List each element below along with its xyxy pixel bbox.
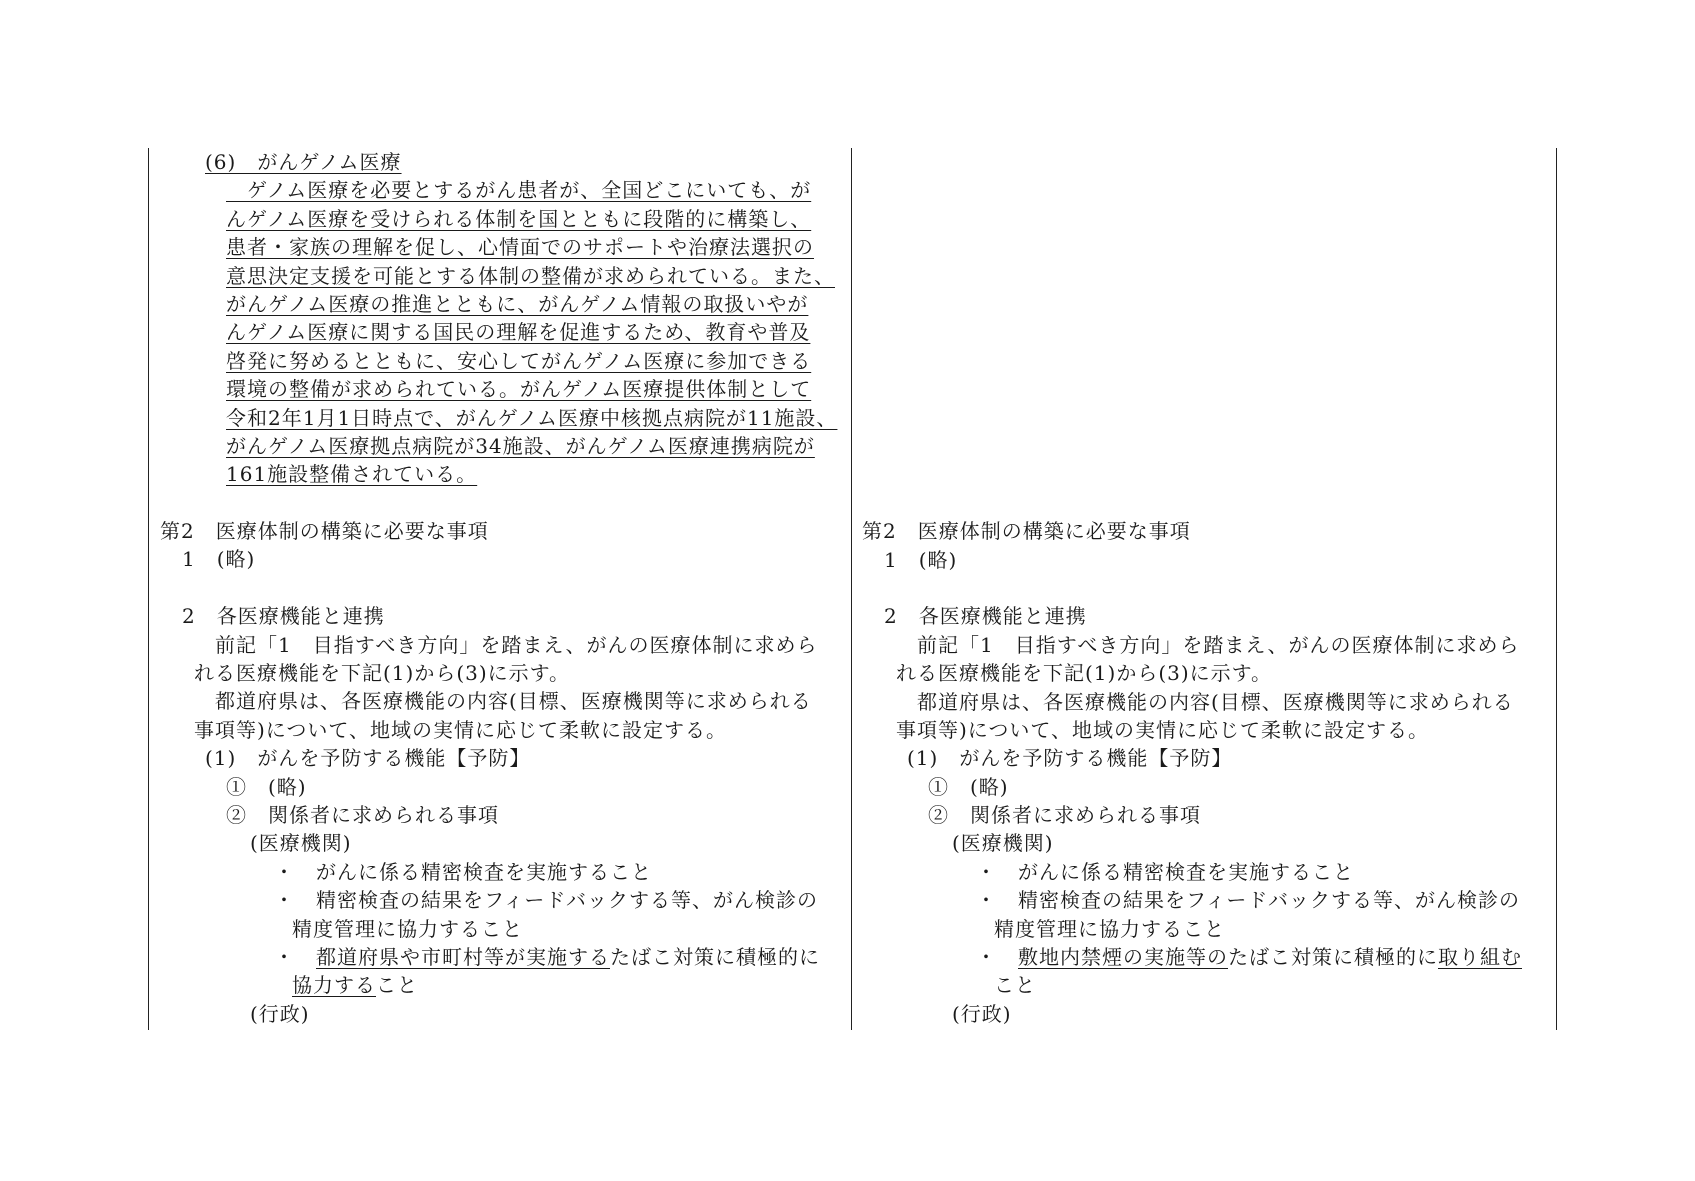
paragraph-line: れる医療機能を下記(1)から(3)に示す。	[896, 661, 1273, 686]
bullet-item: ・ 精密検査の結果をフィードバックする等、がん検診の	[274, 888, 818, 913]
subsection-1-heading: (1) がんを予防する機能【予防】	[205, 746, 531, 771]
section-6-line: んゲノム医療を受けられる体制を国とともに段階的に構築し、	[226, 206, 812, 231]
table-border-center	[851, 148, 852, 1030]
bullet-item-continuation: 精度管理に協力すること	[292, 916, 523, 941]
item-1: 1 (略)	[884, 547, 958, 572]
bullet-item: ・ 精密検査の結果をフィードバックする等、がん検診の	[976, 888, 1520, 913]
paragraph-line: 事項等)について、地域の実情に応じて柔軟に設定する。	[194, 717, 728, 742]
administration-label: (行政)	[250, 1001, 310, 1026]
bullet-item: ・ がんに係る精密検査を実施すること	[274, 859, 652, 884]
section-6-line: がんゲノム医療拠点病院が34施設、がんゲノム医療連携病院が	[226, 433, 815, 458]
item-2-heading: 2 各医療機能と連携	[884, 604, 1087, 629]
bullet-item: ・ がんに係る精密検査を実施すること	[976, 859, 1354, 884]
paragraph-line: 事項等)について、地域の実情に応じて柔軟に設定する。	[896, 717, 1430, 742]
circled-item-2: ② 関係者に求められる事項	[928, 803, 1201, 828]
item-2-heading: 2 各医療機能と連携	[182, 604, 385, 629]
section-2-title: 第2 医療体制の構築に必要な事項	[862, 519, 1191, 544]
paragraph-line: 都道府県は、各医療機能の内容(目標、医療機関等に求められる	[215, 689, 812, 714]
bullet-item: ・ 都道府県や市町村等が実施するたばこ対策に積極的に	[274, 944, 820, 969]
item-1: 1 (略)	[182, 547, 256, 572]
bullet-item: ・ 敷地内禁煙の実施等のたばこ対策に積極的に取り組む	[976, 945, 1522, 970]
current-text-column	[862, 148, 1552, 1028]
section-6-line: んゲノム医療に関する国民の理解を促進するため、教育や普及	[226, 320, 811, 345]
administration-label: (行政)	[952, 1001, 1012, 1026]
section-2-title: 第2 医療体制の構築に必要な事項	[160, 519, 489, 544]
section-6-line: 意思決定支援を可能とする体制の整備が求められている。また、	[226, 263, 835, 288]
circled-item-1: ① (略)	[928, 774, 1009, 799]
circled-item-1: ① (略)	[226, 774, 307, 799]
spacer	[862, 574, 1552, 602]
paragraph-line: れる医療機能を下記(1)から(3)に示す。	[194, 661, 571, 686]
section-6-line: 令和2年1月1日時点で、がんゲノム医療中核拠点病院が11施設、	[226, 405, 838, 430]
revised-text-column	[160, 148, 850, 1028]
spacer	[160, 574, 850, 602]
paragraph-line: 前記「1 目指すべき方向」を踏まえ、がんの医療体制に求めら	[215, 632, 818, 657]
medical-institution-label: (医療機関)	[250, 831, 352, 856]
section-6-line: 環境の整備が求められている。がんゲノム医療提供体制として	[226, 377, 812, 402]
bullet-item-continuation: こと	[994, 973, 1036, 998]
bullet-item-continuation: 精度管理に協力すること	[994, 916, 1225, 941]
section-6-line: ゲノム医療を必要とするがん患者が、全国どこにいても、が	[226, 178, 812, 203]
table-border-right	[1556, 148, 1557, 1030]
table-border-left	[148, 148, 149, 1030]
circled-item-2: ② 関係者に求められる事項	[226, 802, 499, 827]
section-6-heading: (6) がんゲノム医療	[205, 150, 402, 174]
section-6-line: 啓発に努めるとともに、安心してがんゲノム医療に参加できる	[226, 348, 812, 373]
paragraph-line: 都道府県は、各医療機能の内容(目標、医療機関等に求められる	[917, 689, 1514, 714]
section-6-line: 患者・家族の理解を促し、心情面でのサポートや治療法選択の	[226, 235, 814, 260]
medical-institution-label: (医療機関)	[952, 831, 1054, 856]
section-6-line: 161施設整備されている。	[226, 462, 478, 487]
spacer	[160, 489, 850, 517]
empty-cell-area	[862, 148, 1552, 517]
subsection-1-heading: (1) がんを予防する機能【予防】	[907, 746, 1233, 771]
paragraph-line: 前記「1 目指すべき方向」を踏まえ、がんの医療体制に求めら	[917, 632, 1520, 657]
section-6-line: がんゲノム医療の推進とともに、がんゲノム情報の取扱いやが	[226, 291, 809, 316]
bullet-item-continuation: 協力すること	[292, 973, 418, 998]
